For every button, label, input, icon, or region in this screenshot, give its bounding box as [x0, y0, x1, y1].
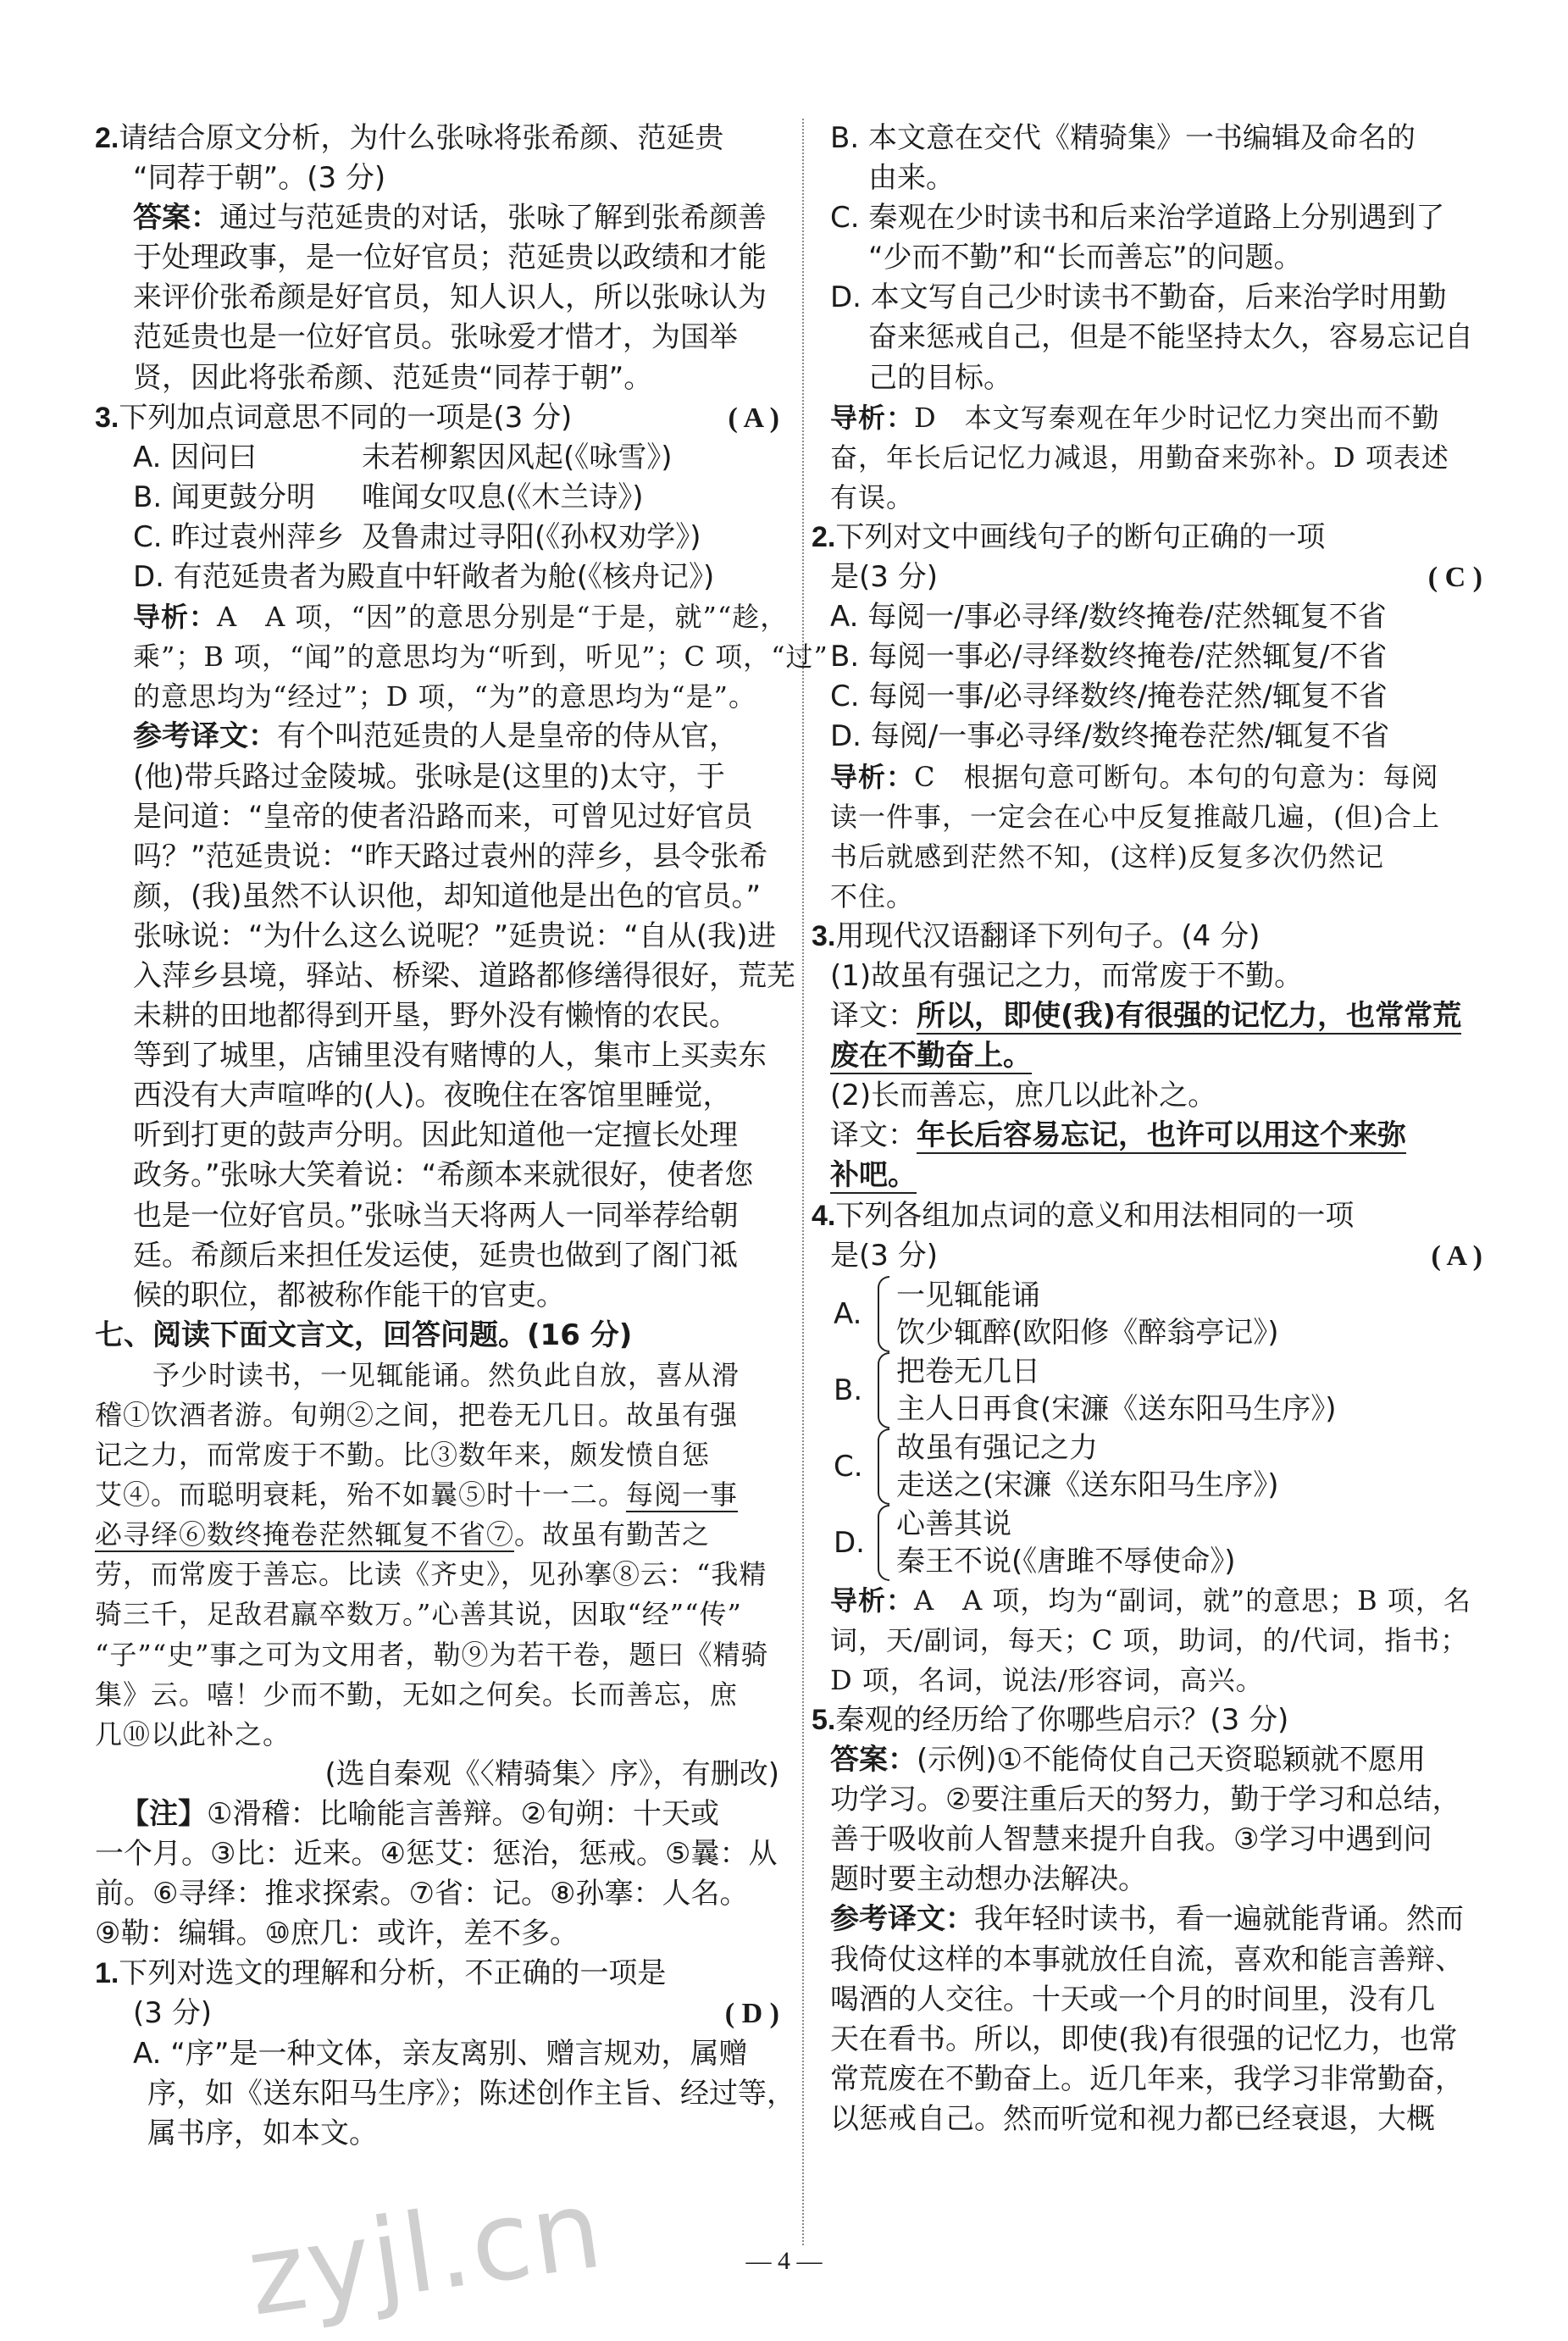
guide-text: 奋，年长后记忆力减退，用勤奋来弥补。D 项表述	[830, 441, 1449, 474]
translation-text: 西没有大声喧哗的(人)。夜晚住在客馆里睡觉，	[133, 1079, 732, 1113]
option-a: A. 每阅一/事必寻绎/数终掩卷/茫然辄复不省	[830, 600, 1387, 635]
translation-text: 我年轻时读书，看一遍就能背诵。然而	[974, 1902, 1464, 1937]
option-a: 属书序，如本文。	[147, 2116, 378, 2150]
question-5-right	[812, 1700, 1482, 2139]
question-stem: 用现代汉语翻译下列句子。(4 分)	[835, 918, 1260, 953]
option-a: A. “序”是一种文体，亲友离别、赠言规劝，属赠	[133, 2036, 748, 2071]
note-text: ①滑稽：比喻能言善辩。②旬朔：十天或	[207, 1796, 719, 1831]
translation-text: 候的职位，都被称作能干的官吏。	[133, 1278, 565, 1312]
question-stem: 下列各组加点词的意义和用法相同的一项	[835, 1198, 1355, 1233]
guide-text: D 本文写秦观在年少时记忆力突出而不勤	[914, 401, 1440, 434]
translation-text: 是问道：“皇帝的使者沿路而来，可曾见过好官员	[133, 799, 753, 834]
option-b-group	[834, 1352, 1482, 1428]
brace-icon	[878, 1505, 889, 1581]
option-letter: C.	[834, 1449, 863, 1484]
answer-text: 范延贵也是一位好官员。张咏爱才惜才，为国举	[133, 320, 738, 355]
translation-answer: 所以，即使(我)有很强的记忆力，也常常荒	[917, 999, 1462, 1034]
question-number: 3.	[95, 401, 119, 434]
guide-text: 书后就感到茫然不知，(这样)反复多次仍然记	[830, 840, 1384, 873]
option-phrase: 心善其说	[896, 1506, 1011, 1541]
option-c: C. 每阅一事/必寻绎数终/掩卷茫然/辄复不省	[830, 680, 1388, 714]
option-c-reference: 及鲁肃过寻阳(《孙权劝学》)	[362, 519, 701, 554]
question-number: 2.	[95, 122, 119, 154]
right-column	[812, 119, 1482, 2139]
watermark: zyjl.cn	[240, 2166, 611, 2341]
option-d: 奋来惩戒自己，但是不能坚持太久，容易忘记自	[868, 320, 1473, 355]
answer-label: 答案：	[133, 201, 219, 236]
translation-text: 张咏说：“为什么这么说呢？”延贵说：“自从(我)进	[133, 918, 777, 953]
guide-text: C 根据句意可断句。本句的句意为：每阅	[914, 760, 1439, 793]
question-3	[95, 398, 828, 1316]
guide-text: 有误。	[830, 480, 915, 513]
question-4-right	[812, 1196, 1482, 1700]
option-phrase: 把卷无几日	[896, 1354, 1040, 1389]
option-phrase: 故虽有强记之力	[896, 1430, 1098, 1465]
question-stem: 秦观的经历给了你哪些启示？(3 分)	[835, 1703, 1289, 1737]
answer-text: 通过与范延贵的对话，张咏了解到张希颜善	[219, 201, 767, 236]
translation-text: 入萍乡县境，驿站、桥梁、道路都修缮得很好，荒芜	[133, 958, 795, 993]
translation-text: 常荒废在不勤奋上。近几年来，我学习非常勤奋，	[830, 2061, 1464, 2096]
guide-text: 的意思均为“经过”；D 项，“为”的意思均为“是”。	[133, 680, 756, 713]
underlined-sentence: 必寻绎⑥数终掩卷茫然辄复不省⑦	[95, 1518, 515, 1551]
answer-text: 功学习。②要注重后天的努力，勤于学习和总结，	[830, 1783, 1461, 1817]
question-stem: 下列对文中画线句子的断句正确的一项	[835, 519, 1326, 554]
option-c: C. 秦观在少时读书和后来治学道路上分别遇到了	[830, 201, 1445, 236]
guide-text: A A 项，均为“副词，就”的意思；B 项，名	[914, 1584, 1471, 1617]
column-divider	[802, 119, 804, 2245]
guide-text: 词，天/副词，每天；C 项，助词，的/代词，指书；	[830, 1623, 1469, 1656]
question-stem: 是(3 分)	[830, 1238, 938, 1273]
passage-line: 劳，而常废于善忘。比读《齐史》，见孙搴⑧云：“我精	[95, 1558, 767, 1591]
question-stem: 下列加点词意思不同的一项是(3 分)	[119, 400, 573, 435]
answer-choice: ( A )	[728, 402, 779, 434]
guide-label: 导析：	[830, 401, 915, 434]
option-phrase: 秦王不说(《唐雎不辱使命》)	[896, 1544, 1236, 1578]
answer-text: (示例)①不能倚仗自己天资聪颖就不愿用	[917, 1743, 1427, 1778]
option-letter: D.	[834, 1525, 865, 1560]
question-number: 1.	[95, 1957, 119, 1990]
guide-label: 导析：	[133, 601, 218, 634]
option-b: B. 本文意在交代《精骑集》一书编辑及命名的	[830, 121, 1416, 155]
answer-choice: ( D )	[724, 1998, 779, 2030]
translation-answer: 废在不勤奋上。	[830, 1039, 1032, 1073]
option-b-reference: 唯闻女叹息(《木兰诗》)	[362, 480, 644, 514]
question-stem: 是(3 分)	[830, 560, 938, 595]
translation-text: 未耕的田地都得到开垦，野外没有懒惰的农民。	[133, 999, 738, 1034]
passage-line: 予少时读书，一见辄能诵。然负此自放，喜从滑	[152, 1358, 740, 1391]
translation-text: 颜，(我)虽然不认识他，却知道他是出色的官员。”	[133, 879, 762, 913]
option-b: B. 闻更鼓分明	[133, 480, 315, 514]
note-text: ⑨勒：编辑。⑩庶几：或许，差不多。	[95, 1917, 579, 1951]
option-phrase: 主人日再食(宋濂《送东阳马生序》)	[896, 1391, 1337, 1426]
option-c: “少而不勤”和“长而善忘”的问题。	[868, 241, 1303, 275]
page-number: — 4 —	[745, 2247, 823, 2275]
question-number: 5.	[812, 1704, 836, 1736]
guide-text: D 项，名词，说法/形容词，高兴。	[830, 1663, 1264, 1696]
option-a: 序，如《送东阳马生序》；陈述创作主旨、经过等，	[147, 2076, 795, 2111]
option-phrase: 饮少辄醉(欧阳修《醉翁亭记》)	[896, 1315, 1279, 1350]
translation-text: 等到了城里，店铺里没有赌博的人，集市上买卖东	[133, 1039, 767, 1073]
guide-text: 乘”；B 项，“闻”的意思均为“听到，听见”；C 项，“过”	[133, 641, 828, 674]
option-c-group	[834, 1428, 1482, 1505]
sentence-1: (1)故虽有强记之力，而常废于不勤。	[830, 958, 1304, 993]
answer-text: 于处理政事，是一位好官员；范延贵以政绩和才能	[133, 241, 767, 275]
question-2-right	[812, 518, 1482, 917]
answer-text: 贤，因此将张希颜、范延贵“同荐于朝”。	[133, 360, 653, 395]
translation-text: 有个叫范延贵的人是皇帝的侍从官，	[277, 719, 738, 754]
passage-line: 稽①饮酒者游。旬朔②之间，把卷无几日。故虽有强	[95, 1399, 739, 1431]
brace-icon	[878, 1428, 889, 1505]
guide-label: 导析：	[830, 1584, 915, 1617]
guide-text: 读一件事，一定会在心中反复推敲几遍，(但)合上	[830, 800, 1440, 833]
option-a-group	[834, 1276, 1482, 1352]
translation-text: 廷。希颜后来担任发运使，延贵也做到了阁门祗	[133, 1238, 738, 1273]
passage-line: 集》云。嘻！少而不勤，无如之何矣。长而善忘，庶	[95, 1678, 739, 1711]
option-a-reference: 未若柳絮因风起(《咏雪》)	[362, 440, 673, 474]
translation-text: 政务。”张咏大笑着说：“希颜本来就很好，使者您	[133, 1158, 754, 1193]
translation-text: 我倚仗这样的本事就放任自流，喜欢和能言善辩、	[830, 1942, 1464, 1977]
answer-text: 来评价张希颜是好官员，知人识人，所以张咏认为	[133, 280, 767, 315]
option-d: 己的目标。	[868, 360, 1012, 395]
option-letter: B.	[834, 1373, 863, 1407]
passage-line: 艾④。而聪明衰耗，殆不如曩⑤时十一二。	[95, 1478, 627, 1512]
question-stem: (3 分)	[133, 1996, 212, 2031]
note-text: 前。⑥寻绎：推求探索。⑦省：记。⑧孙搴：人名。	[95, 1877, 749, 1911]
question-1-continued	[830, 119, 1482, 518]
option-phrase: 走送之(宋濂《送东阳马生序》)	[896, 1467, 1279, 1502]
translation-label: 译文：	[830, 1118, 917, 1153]
translation-answer: 补吧。	[830, 1158, 917, 1193]
option-d-group	[834, 1505, 1482, 1581]
translation-text: 也是一位好官员。”张咏当天将两人一同举荐给朝	[133, 1198, 739, 1233]
option-phrase: 一见辄能诵	[896, 1278, 1040, 1312]
passage-line: 几⑩以此补之。	[95, 1717, 291, 1750]
question-stem: 下列对选文的理解和分析，不正确的一项是	[119, 1956, 667, 1991]
question-2	[95, 119, 779, 398]
answer-choice: ( A )	[1431, 1240, 1482, 1272]
option-d: D. 每阅/一事必寻绎/数终掩卷茫然/辄复不省	[830, 719, 1390, 754]
option-c: C. 昨过袁州萍乡	[133, 519, 345, 554]
translation-text: 喝酒的人交往。十天或一个月的时间里，没有几	[830, 1982, 1435, 2016]
answer-text: 题时要主动想办法解决。	[830, 1862, 1147, 1897]
note-text: 一个月。③比：近来。④惩艾：惩治，惩戒。⑤曩：从	[95, 1837, 778, 1872]
option-b: 由来。	[868, 161, 955, 196]
question-stem: 请结合原文分析，为什么张咏将张希颜、范延贵	[119, 121, 724, 155]
passage-line: 记之力，而常废于不勤。比③数年来，颇发愤自惩	[95, 1439, 711, 1472]
translation-label: 译文：	[830, 999, 917, 1034]
answer-choice: ( C )	[1427, 562, 1482, 594]
translation-text: 以惩戒自己。然而听觉和视力都已经衰退，大概	[830, 2101, 1435, 2136]
answer-label: 答案：	[830, 1743, 917, 1778]
section-7	[95, 1316, 779, 1955]
brace-icon	[878, 1276, 889, 1352]
passage-line: 。故虽有勤苦之	[514, 1518, 711, 1551]
passage-line: 骑三千，足敌君羸卒数万。”心善其说，因取“经”“传”	[95, 1598, 742, 1631]
translation-text: (他)带兵路过金陵城。张咏是(这里的)太守，于	[133, 759, 726, 794]
question-number: 2.	[812, 520, 836, 553]
option-letter: A.	[834, 1296, 862, 1331]
question-3-right	[812, 917, 1482, 1196]
translation-text: 听到打更的鼓声分明。因此知道他一定擅长处理	[133, 1118, 738, 1153]
underlined-sentence: 每阅一事	[626, 1478, 739, 1512]
sentence-2: (2)长而善忘，庶几以此补之。	[830, 1079, 1217, 1113]
answer-text: 善于吸收前人智慧来提升自我。③学习中遇到问	[830, 1822, 1432, 1857]
option-d: D. 有范延贵者为殿直中轩敞者为舱(《核舟记》)	[133, 560, 715, 595]
option-a: A. 因问曰	[133, 440, 258, 474]
question-number: 4.	[812, 1199, 836, 1232]
question-1	[95, 1954, 795, 2153]
guide-text: 不住。	[830, 879, 915, 913]
translation-text: 天在看书。所以，即使(我)有很强的记忆力，也常	[830, 2022, 1458, 2056]
note-label: 【注】	[120, 1796, 207, 1831]
guide-label: 导析：	[830, 760, 915, 793]
passage-source: (选自秦观《〈精骑集〉序》，有删改)	[324, 1756, 779, 1791]
translation-label: 参考译文：	[133, 719, 277, 754]
brace-icon	[878, 1352, 889, 1428]
section-title: 七、阅读下面文言文，回答问题。(16 分)	[95, 1318, 633, 1352]
translation-label: 参考译文：	[830, 1902, 974, 1937]
question-stem: “同荐于朝”。(3 分)	[133, 161, 386, 196]
passage-line: “子”“史”事之可为文用者，勒⑨为若干卷，题曰《精骑	[95, 1638, 769, 1671]
option-b: B. 每阅一事必/寻绎数终掩卷/茫然辄复/不省	[830, 640, 1388, 674]
guide-text: A A 项，“因”的意思分别是“于是，就”“趁，	[217, 601, 789, 634]
left-column	[95, 119, 828, 2154]
option-d: D. 本文写自己少时读书不勤奋，后来治学时用勤	[830, 280, 1447, 315]
translation-text: 吗？”范延贵说：“昨天路过袁州的萍乡，县令张希	[133, 839, 768, 874]
translation-answer: 年长后容易忘记，也许可以用这个来弥	[917, 1118, 1406, 1153]
question-number: 3.	[812, 919, 836, 952]
